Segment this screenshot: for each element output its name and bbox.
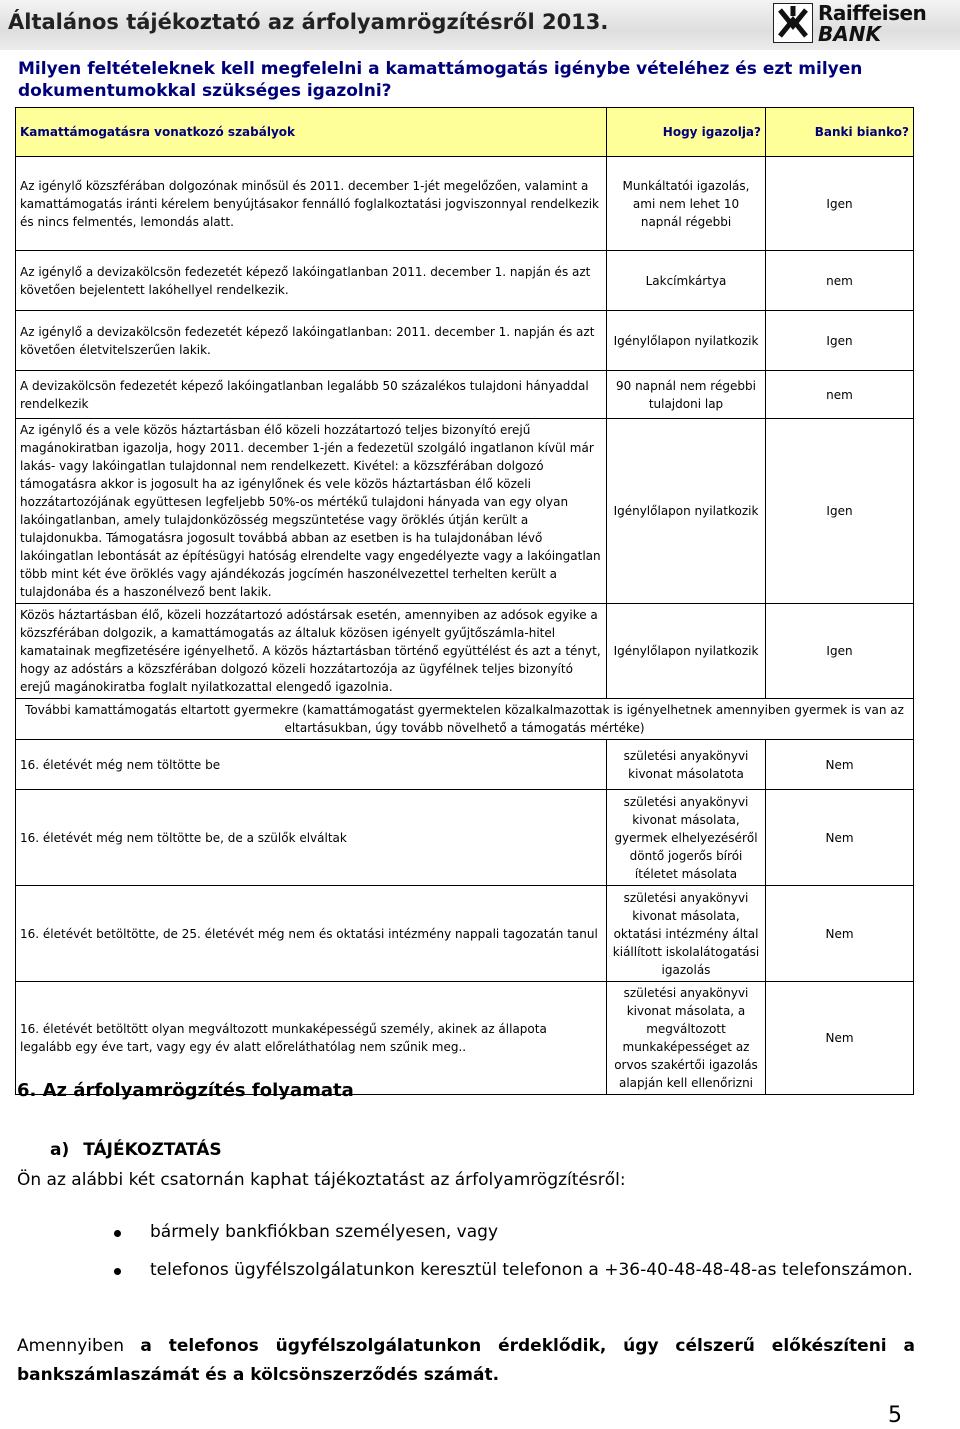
- children-caption: További kamattámogatás eltartott gyermekre (kamattámogatást gyermektelen közalkalmazottak is igényelhetnek amennyiben gyermek is van az eltartásukban, úgy tovább növelhető a támogatás mértéke): [16, 699, 914, 740]
- list-item: [110, 1260, 913, 1298]
- table-row: [16, 982, 914, 1095]
- proof-cell: születési anyakönyvi kivonat másolata, oktatási intézmény által kiállított iskolalátogatási igazolás: [607, 886, 766, 982]
- channels-list: [110, 1222, 913, 1298]
- proof-cell: 90 napnál nem régebbi tulajdoni lap: [607, 371, 766, 419]
- copy-cell: Igen: [766, 157, 914, 251]
- children-caption-row: [16, 699, 914, 740]
- table-row: [16, 790, 914, 886]
- proof-cell: Lakcímkártya: [607, 251, 766, 311]
- list-item-text: telefonos ügyfélszolgálatunkon keresztül telefonon a +36-40-48-48-48-as telefonszámon.: [150, 1260, 913, 1280]
- table-header-row: [16, 108, 914, 157]
- rule-cell: Az igénylő a devizakölcsön fedezetét képező lakóingatlanban: 2011. december 1. napján és azt követően életvitelszerűen lakik.: [16, 311, 607, 371]
- page-number: 5: [888, 1403, 902, 1428]
- raiffeisen-logo: [773, 1, 927, 47]
- table-row: [16, 157, 914, 251]
- logo-text-bank: BANK: [818, 22, 881, 46]
- requirements-table: [15, 107, 914, 1095]
- section-question: Milyen feltételeknek kell megfelelni a kamattámogatás igénybe vételéhez és ezt milyen dokumentumokkal szükséges igazolni?: [18, 59, 863, 101]
- list-item: [110, 1222, 913, 1260]
- copy-cell: Igen: [766, 604, 914, 699]
- copy-cell: Igen: [766, 311, 914, 371]
- proof-cell: születési anyakönyvi kivonat másolata, a megváltozott munkaképességet az orvos szakértői igazolás alapján kell ellenőrizni: [607, 982, 766, 1095]
- header-copy: Banki bianko?: [766, 108, 914, 157]
- raiffeisen-gable-icon: [773, 3, 813, 43]
- proof-cell: Igénylőlapon nyilatkozik: [607, 604, 766, 699]
- rule-cell: Az igénylő közszférában dolgozónak minősül és 2011. december 1-jét megelőzően, valamint a kamattámogatás iránti kérelem benyújtásakor fennálló foglalkoztatási jogviszonnyal rendelkezik és nincs felmentés, lemondás alatt.: [16, 157, 607, 251]
- rule-cell: 16. életévét még nem töltötte be: [16, 740, 607, 790]
- copy-cell: Nem: [766, 740, 914, 790]
- closing-bold: a telefonos ügyfélszolgálatunkon érdeklődik, úgy célszerű előkészíteni a bankszámlaszámát és a kölcsönszerződés számát.: [17, 1336, 915, 1385]
- closing-paragraph: [17, 1332, 915, 1390]
- subsection-heading: TÁJÉKOZTATÁS: [83, 1140, 222, 1160]
- rule-cell: 16. életévét betöltötte, de 25. életévét még nem és oktatási intézmény nappali tagozatán tanul: [16, 886, 607, 982]
- rule-cell: 16. életévét betöltött olyan megváltozott munkaképességű személy, akinek az állapota legalább egy éve tart, vagy egy év alatt előreláthatólag nem szűnik meg..: [16, 982, 607, 1095]
- section-6-title: 6. Az árfolyamrögzítés folyamata: [17, 1080, 354, 1101]
- copy-cell: Igen: [766, 419, 914, 604]
- copy-cell: Nem: [766, 886, 914, 982]
- proof-cell: Igénylőlapon nyilatkozik: [607, 419, 766, 604]
- copy-cell: Nem: [766, 790, 914, 886]
- copy-cell: nem: [766, 371, 914, 419]
- rule-cell: Az igénylő a devizakölcsön fedezetét képező lakóingatlanban 2011. december 1. napján és azt követően bejelentett lakóhellyel rendelkezik.: [16, 251, 607, 311]
- bullet-icon: [114, 1268, 121, 1275]
- table-row: [16, 251, 914, 311]
- subsection-label: a): [50, 1140, 70, 1160]
- copy-cell: Nem: [766, 982, 914, 1095]
- proof-cell: Igénylőlapon nyilatkozik: [607, 311, 766, 371]
- list-item-text: bármely bankfiókban személyesen, vagy: [150, 1222, 499, 1242]
- table-row: [16, 886, 914, 982]
- document-title: Általános tájékoztató az árfolyamrögzítésről 2013.: [8, 10, 609, 34]
- closing-lead: Amennyiben: [17, 1336, 125, 1356]
- channels-intro: Ön az alábbi két csatornán kaphat tájékoztatást az árfolyamrögzítésről:: [17, 1170, 626, 1190]
- table-row: [16, 740, 914, 790]
- proof-cell: születési anyakönyvi kivonat másolatota: [607, 740, 766, 790]
- header-rules: Kamattámogatásra vonatkozó szabályok: [16, 108, 607, 157]
- table-row: [16, 371, 914, 419]
- table-row: [16, 311, 914, 371]
- subsection-title: [50, 1140, 222, 1160]
- proof-cell: születési anyakönyvi kivonat másolata, gyermek elhelyezéséről döntő jogerős bírói ítéletet másolata: [607, 790, 766, 886]
- proof-cell: Munkáltatói igazolás, ami nem lehet 10 napnál régebbi: [607, 157, 766, 251]
- header-proof: Hogy igazolja?: [607, 108, 766, 157]
- table-row: [16, 419, 914, 604]
- copy-cell: nem: [766, 251, 914, 311]
- rule-cell: Közös háztartásban élő, közeli hozzátartozó adóstársak esetén, amennyiben az adósok egyike a közszférában dolgozik, a kamattámogatás az általuk közösen igényelt gyűjtőszámla-hitel kamatainak megfizetésére igényelhető. A közös háztartásban történő együttélést és azt a tényt, hogy az adóstárs a közszférában dolgozó közeli hozzátartozója az ügyfélnek teljes bizonyító erejű magánokiratba foglalt nyilatkozattal elengedő igazolnia.: [16, 604, 607, 699]
- rule-cell: Az igénylő és a vele közös háztartásban élő közeli hozzátartozó teljes bizonyító erejű magánokiratban igazolja, hogy 2011. december 1-jén a fedezetül szolgáló ingatlanon kívül már lakás- vagy lakóingatlan tulajdonnal nem rendelkezett. Kivétel: a közszférában dolgozó támogatásra akkor is jogosult ha az igénylőnek és vele közös háztartásban élő közeli hozzátartozójának együttesen legfeljebb 50%-os mértékű tulajdoni hányada van egy olyan lakóingatlanban, amely tulajdonközösség megszüntetése vagy öröklés útján került a tulajdonukba. Támogatásra jogosult továbbá abban az esetben is ha tulajdonában lévő lakóingatlan lebontását az építésügyi hatóság elrendelte vagy engedélyezte vagy a lakóingatlan több mint két éve öröklés vagy ajándékozás jogcímén haszonélvezettel terhelten került a tulajdonába és a haszonélvező bent lakik.: [16, 419, 607, 604]
- document-header: [0, 0, 960, 50]
- rule-cell: 16. életévét még nem töltötte be, de a szülők elváltak: [16, 790, 607, 886]
- bullet-icon: [114, 1230, 121, 1237]
- rule-cell: A devizakölcsön fedezetét képező lakóingatlanban legalább 50 százalékos tulajdoni hányaddal rendelkezik: [16, 371, 607, 419]
- table-row: [16, 604, 914, 699]
- logo-text-raiffeisen: Raiffeisen: [818, 1, 927, 25]
